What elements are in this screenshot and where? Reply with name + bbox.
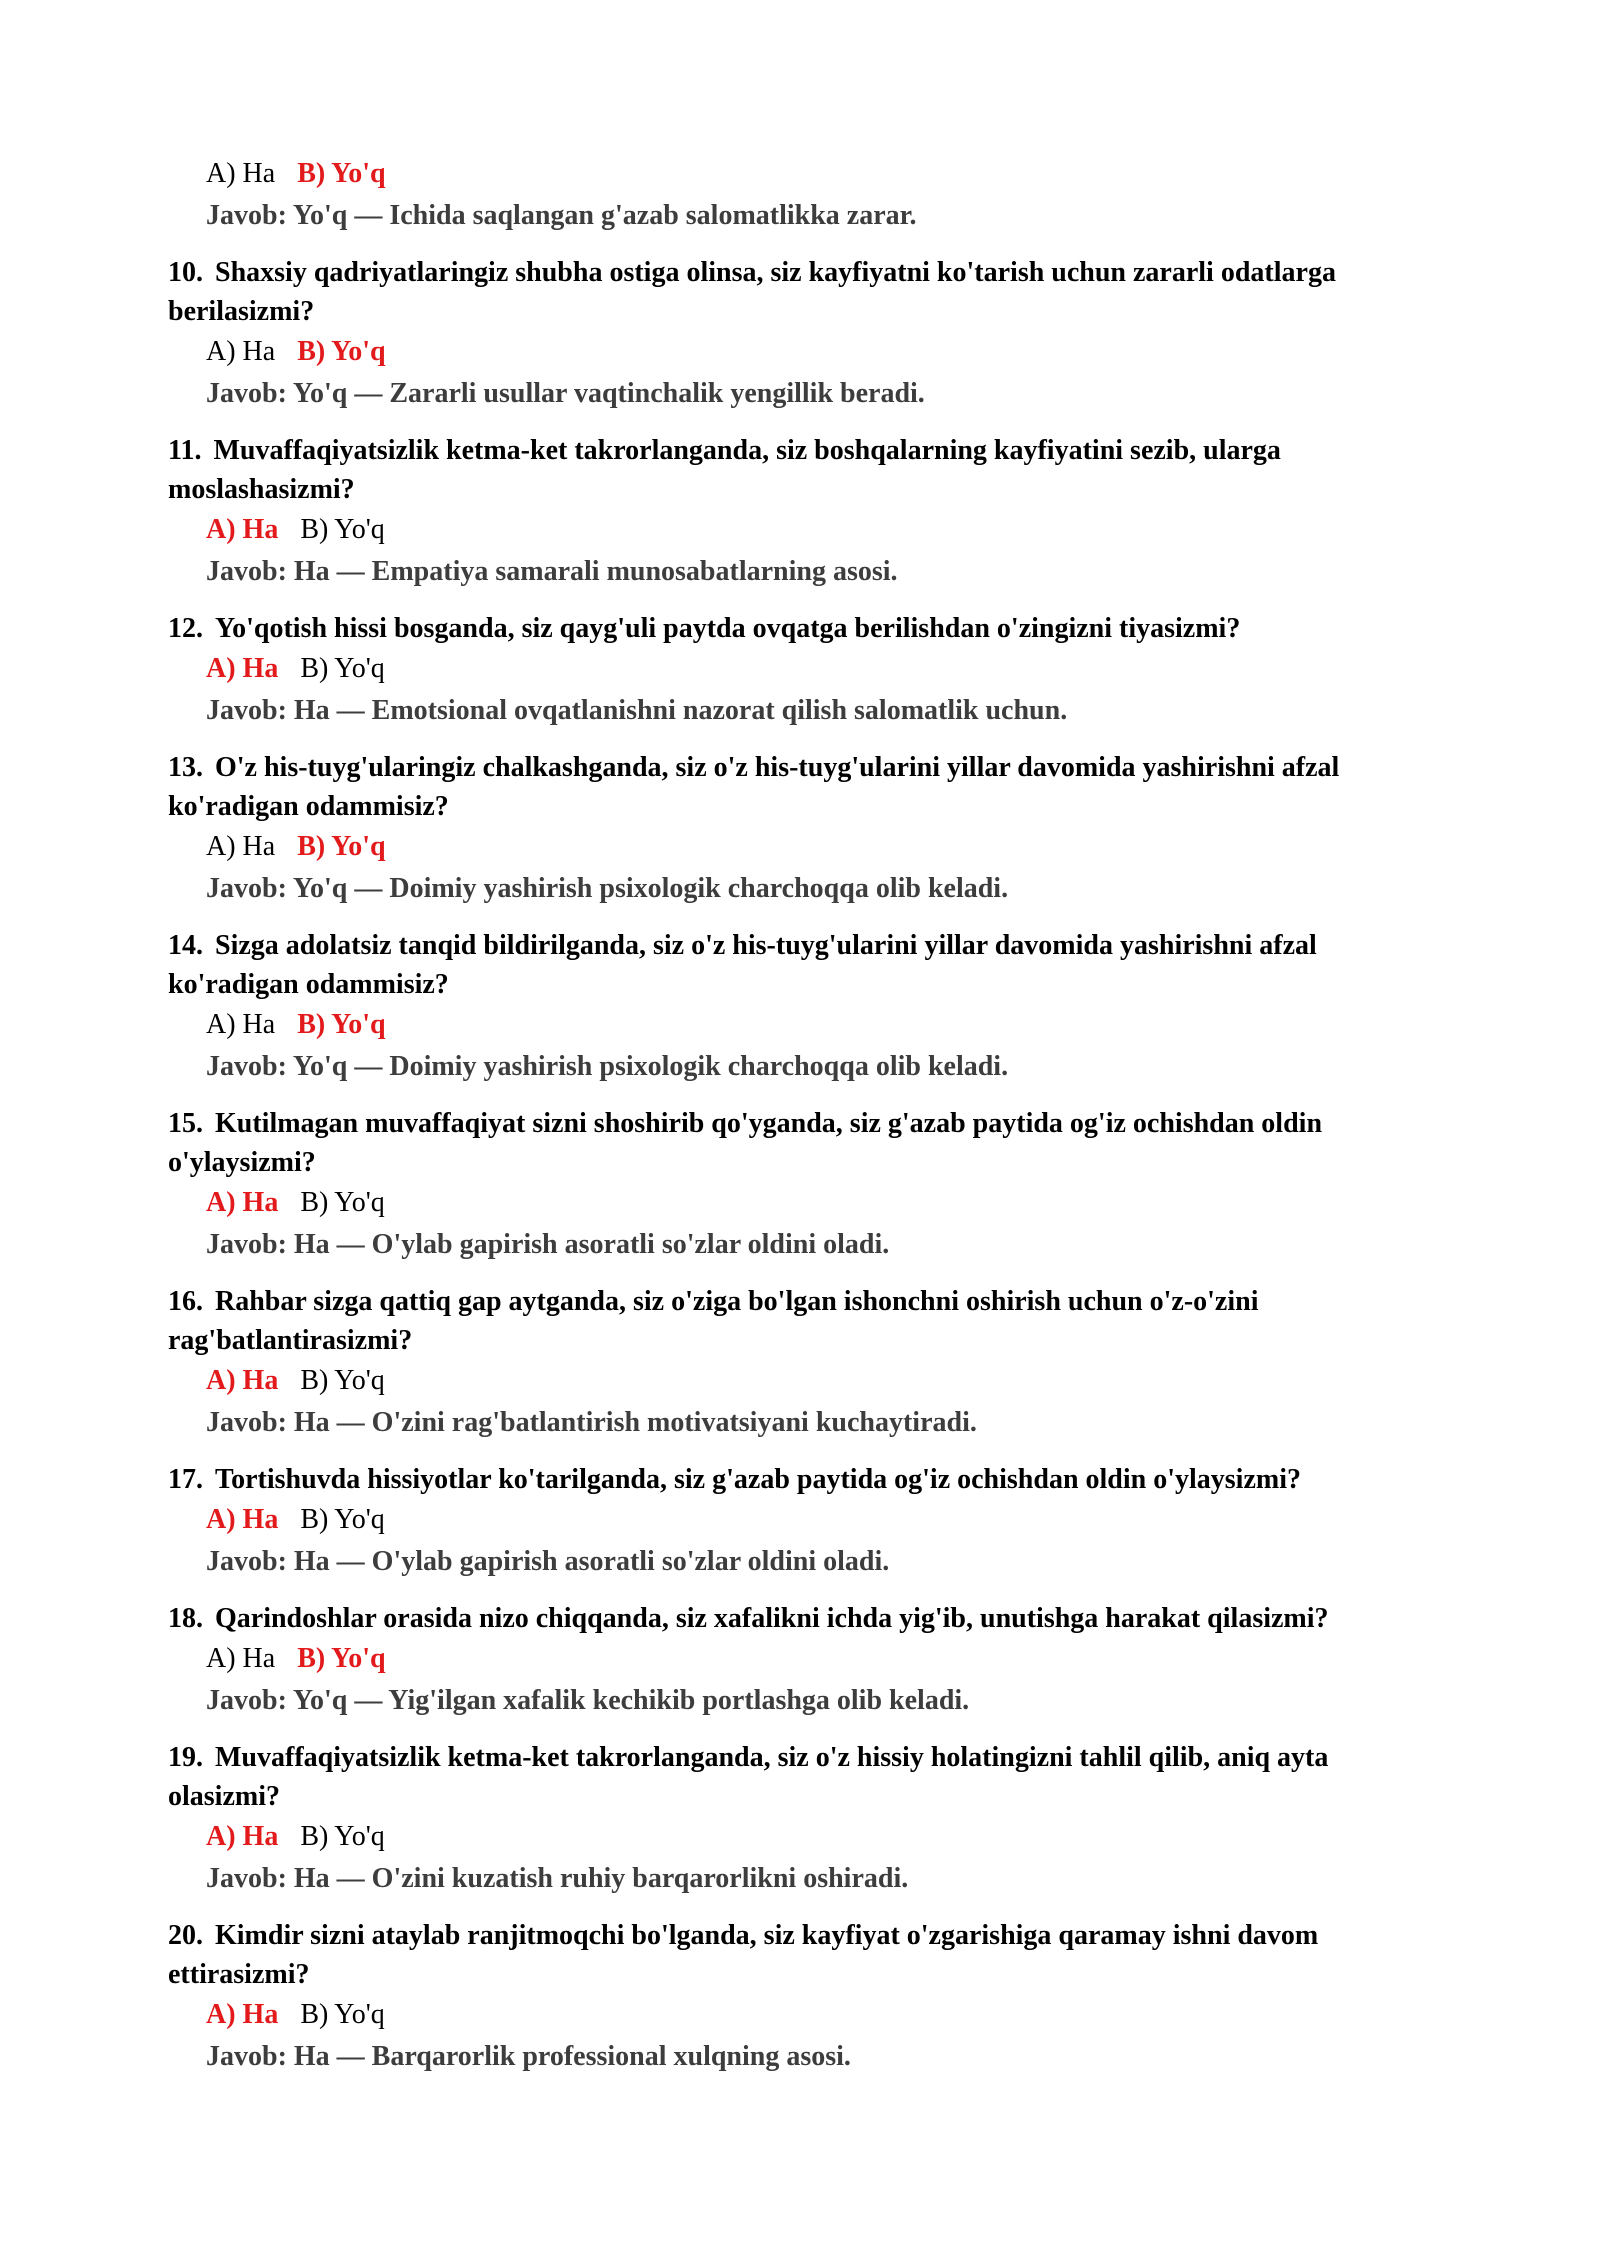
answer-line	[206, 1541, 1600, 1583]
question-number: 20.	[168, 1920, 203, 1951]
question-body: Shaxsiy qadriyatlaringiz shubha ostiga olinsa, siz kayfiyatni ko'tarish uchun zararli odatlarga berilasizmi?	[168, 257, 1336, 327]
option-b: B) Yo'q	[300, 514, 385, 545]
answer-label: Javob:	[206, 873, 287, 904]
options-row	[206, 1638, 1600, 1680]
question-item	[168, 253, 1600, 415]
options-row	[206, 1182, 1600, 1224]
option-a-correct: A) Ha	[206, 1365, 279, 1396]
option-b: B) Yo'q	[300, 1187, 385, 1218]
answer-text: Ha — Empatiya samarali munosabatlarning asosi.	[293, 556, 898, 587]
answer-line	[206, 1224, 1600, 1266]
question-item	[168, 1916, 1600, 2078]
option-a-correct: A) Ha	[206, 1999, 279, 2030]
options-row	[206, 1360, 1600, 1402]
answer-line	[206, 1046, 1600, 1088]
answer-line	[206, 2036, 1600, 2078]
question-item	[168, 748, 1600, 910]
question-number: 14.	[168, 930, 203, 961]
question-text	[168, 1104, 1430, 1182]
answer-text: Ha — O'ylab gapirish asoratli so'zlar oldini oladi.	[293, 1229, 890, 1260]
answer-line	[206, 868, 1600, 910]
answer-label: Javob:	[206, 200, 287, 231]
option-a-correct: A) Ha	[206, 514, 279, 545]
options-row	[206, 1994, 1600, 2036]
question-item	[168, 1738, 1600, 1900]
options-row	[206, 331, 1600, 373]
question-number: 10.	[168, 257, 203, 288]
answer-label: Javob:	[206, 695, 287, 726]
question-item	[168, 1104, 1600, 1266]
option-b: B) Yo'q	[300, 1504, 385, 1535]
question-text	[168, 609, 1430, 648]
option-a: A) Ha	[206, 831, 276, 862]
question-text	[168, 253, 1430, 331]
question-body: Qarindoshlar orasida nizo chiqqanda, siz xafalikni ichda yig'ib, unutishga harakat qilasizmi?	[215, 1603, 1329, 1634]
answer-label: Javob:	[206, 1863, 287, 1894]
answer-label: Javob:	[206, 1229, 287, 1260]
options-row	[206, 1499, 1600, 1541]
options-row	[206, 648, 1600, 690]
option-b: B) Yo'q	[300, 1999, 385, 2030]
answer-line	[206, 1858, 1600, 1900]
question-body: Rahbar sizga qattiq gap aytganda, siz o'ziga bo'lgan ishonchni oshirish uchun o'z-o'zini rag'batlantirasizmi?	[168, 1286, 1259, 1356]
question-body: Yo'qotish hissi bosganda, siz qayg'uli paytda ovqatga berilishdan o'zingizni tiyasizmi?	[215, 613, 1241, 644]
options-row	[206, 1004, 1600, 1046]
question-text	[168, 1738, 1430, 1816]
question-9-continuation	[168, 0, 1600, 237]
question-body: Kutilmagan muvaffaqiyat sizni shoshirib qo'yganda, siz g'azab paytida og'iz ochishdan oldin o'ylaysizmi?	[168, 1108, 1323, 1178]
question-number: 11.	[168, 435, 202, 466]
option-b: B) Yo'q	[300, 1821, 385, 1852]
question-body: Sizga adolatsiz tanqid bildirilganda, siz o'z his-tuyg'ularini yillar davomida yashirishni afzal ko'radigan odammisiz?	[168, 930, 1317, 1000]
option-b: B) Yo'q	[300, 653, 385, 684]
question-number: 15.	[168, 1108, 203, 1139]
options-row	[206, 1816, 1600, 1858]
answer-text: Ha — Emotsional ovqatlanishni nazorat qilish salomatlik uchun.	[293, 695, 1068, 726]
option-b-correct: B) Yo'q	[297, 336, 386, 367]
option-a-correct: A) Ha	[206, 653, 279, 684]
answer-text: Ha — O'zini rag'batlantirish motivatsiyani kuchaytiradi.	[293, 1407, 977, 1438]
options-row	[206, 153, 1600, 195]
answer-text: Yo'q — Doimiy yashirish psixologik charchoqqa olib keladi.	[292, 873, 1009, 904]
question-body: O'z his-tuyg'ularingiz chalkashganda, siz o'z his-tuyg'ularini yillar davomida yashirishni afzal ko'radigan odammisiz?	[168, 752, 1340, 822]
answer-line	[206, 373, 1600, 415]
question-list	[168, 253, 1600, 2078]
question-number: 13.	[168, 752, 203, 783]
answer-line	[206, 195, 1600, 237]
answer-line	[206, 690, 1600, 732]
question-text	[168, 1282, 1430, 1360]
answer-line	[206, 1680, 1600, 1722]
option-a: A) Ha	[206, 158, 276, 189]
option-a: A) Ha	[206, 1643, 276, 1674]
question-text	[168, 748, 1430, 826]
option-b-correct: B) Yo'q	[297, 1009, 386, 1040]
question-number: 17.	[168, 1464, 203, 1495]
answer-label: Javob:	[206, 378, 287, 409]
question-item	[168, 1282, 1600, 1444]
option-b-correct: B) Yo'q	[297, 831, 386, 862]
question-number: 18.	[168, 1603, 203, 1634]
option-a-correct: A) Ha	[206, 1821, 279, 1852]
option-a: A) Ha	[206, 1009, 276, 1040]
answer-label: Javob:	[206, 1407, 287, 1438]
question-item	[168, 431, 1600, 593]
answer-text: Ha — O'zini kuzatish ruhiy barqarorlikni oshiradi.	[293, 1863, 909, 1894]
options-row	[206, 826, 1600, 868]
question-body: Muvaffaqiyatsizlik ketma-ket takrorlanganda, siz boshqalarning kayfiyatini sezib, ularga moslashasizmi?	[168, 435, 1281, 505]
answer-line	[206, 1402, 1600, 1444]
answer-text: Yo'q — Zararli usullar vaqtinchalik yengillik beradi.	[292, 378, 925, 409]
question-text	[168, 926, 1430, 1004]
question-body: Tortishuvda hissiyotlar ko'tarilganda, siz g'azab paytida og'iz ochishdan oldin o'ylaysizmi?	[215, 1464, 1301, 1495]
answer-label: Javob:	[206, 2041, 287, 2072]
question-body: Kimdir sizni ataylab ranjitmoqchi bo'lganda, siz kayfiyat o'zgarishiga qaramay ishni davom ettirasizmi?	[168, 1920, 1319, 1990]
question-text	[168, 1916, 1430, 1994]
option-a: A) Ha	[206, 336, 276, 367]
answer-text: Yo'q — Doimiy yashirish psixologik charchoqqa olib keladi.	[292, 1051, 1009, 1082]
question-text	[168, 1460, 1430, 1499]
answer-label: Javob:	[206, 1051, 287, 1082]
answer-label: Javob:	[206, 1546, 287, 1577]
question-item	[168, 1460, 1600, 1583]
answer-text: Ha — Barqarorlik professional xulqning asosi.	[293, 2041, 851, 2072]
question-text	[168, 1599, 1430, 1638]
answer-line	[206, 551, 1600, 593]
answer-text: Ha — O'ylab gapirish asoratli so'zlar oldini oladi.	[293, 1546, 890, 1577]
question-item	[168, 926, 1600, 1088]
option-b: B) Yo'q	[300, 1365, 385, 1396]
answer-text: Yo'q — Ichida saqlangan g'azab salomatlikka zarar.	[292, 200, 917, 231]
question-item	[168, 609, 1600, 732]
question-text	[168, 431, 1430, 509]
answer-text: Yo'q — Yig'ilgan xafalik kechikib portlashga olib keladi.	[292, 1685, 970, 1716]
options-row	[206, 509, 1600, 551]
option-b-correct: B) Yo'q	[297, 158, 386, 189]
question-number: 12.	[168, 613, 203, 644]
question-number: 19.	[168, 1742, 203, 1773]
question-item	[168, 1599, 1600, 1722]
option-b-correct: B) Yo'q	[297, 1643, 386, 1674]
option-a-correct: A) Ha	[206, 1504, 279, 1535]
answer-label: Javob:	[206, 1685, 287, 1716]
option-a-correct: A) Ha	[206, 1187, 279, 1218]
answer-label: Javob:	[206, 556, 287, 587]
question-body: Muvaffaqiyatsizlik ketma-ket takrorlanganda, siz o'z hissiy holatingizni tahlil qilib, aniq ayta olasizmi?	[168, 1742, 1329, 1812]
question-number: 16.	[168, 1286, 203, 1317]
